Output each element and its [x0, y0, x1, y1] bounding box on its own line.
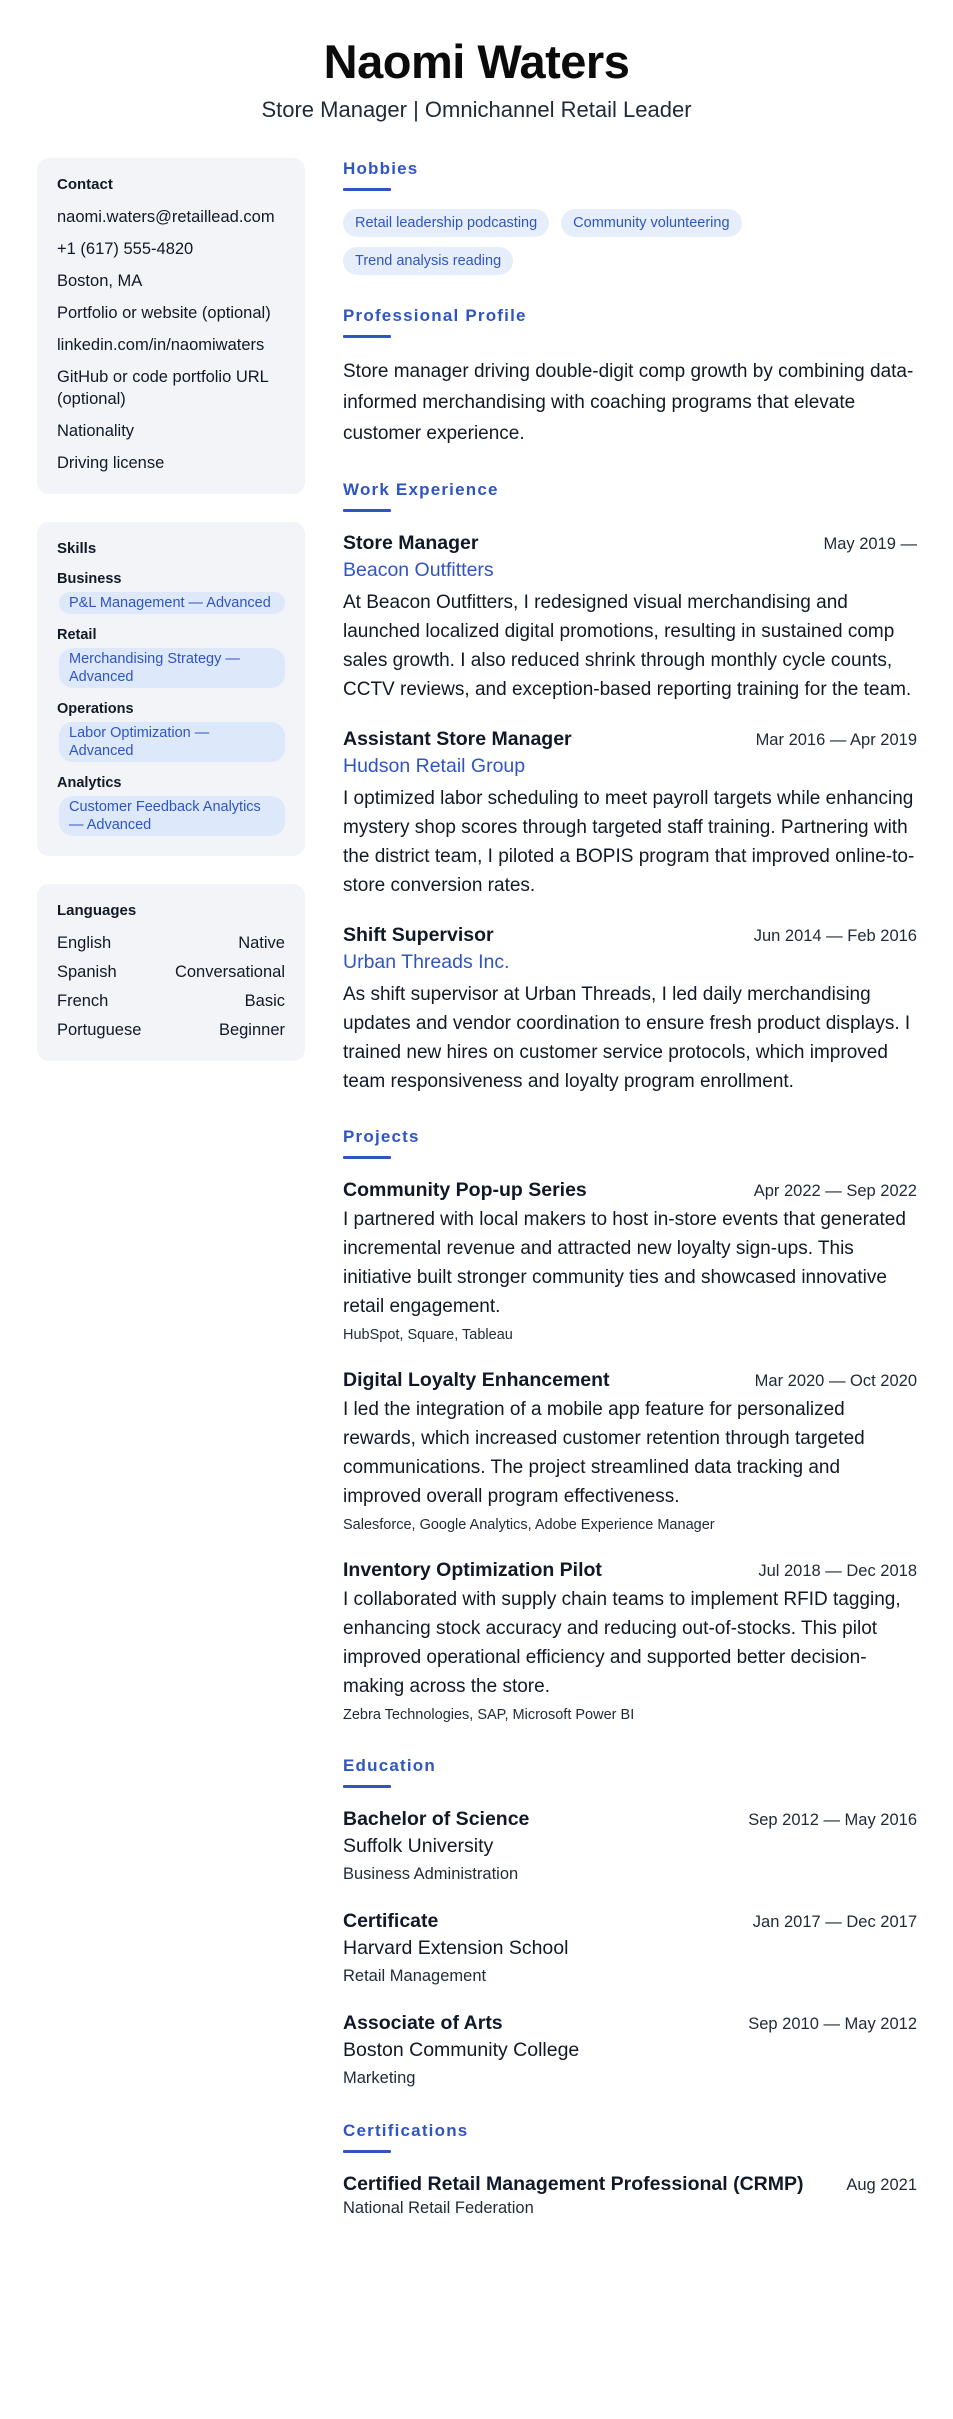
- job-company: Urban Threads Inc.: [343, 951, 510, 973]
- education-date: Jan 2017 — Dec 2017: [752, 1913, 917, 1931]
- skill-category: Analytics: [57, 775, 122, 791]
- job-description: I optimized labor scheduling to meet payroll targets while enhancing mystery shop scores through targeted staff training. Partnering with the district team, I piloted a BOPIS program that improved online-to-store conversion rates.: [343, 788, 915, 896]
- project-description: I collaborated with supply chain teams to implement RFID tagging, enhancing stock accuracy and reducing out-of-stocks. This pilot improved operational efficiency and supported better decision-making across the store.: [343, 1589, 901, 1697]
- contact-title: Contact: [57, 176, 113, 193]
- main-column: [343, 158, 917, 2249]
- experience-entry: [343, 530, 917, 704]
- section-divider: [343, 335, 391, 338]
- certifications-section: [343, 2120, 917, 2219]
- language-row: [57, 961, 285, 983]
- language-level: Basic: [244, 992, 285, 1010]
- experience-entry: [343, 922, 917, 1096]
- hobbies-list: [343, 209, 903, 275]
- language-level: Conversational: [174, 963, 285, 981]
- skills-title: Skills: [57, 540, 97, 557]
- job-role: Store Manager: [343, 532, 479, 554]
- education-date: Sep 2012 — May 2016: [748, 1811, 917, 1829]
- hobby-tag: Retail leadership podcasting: [343, 209, 549, 237]
- field-of-study: Business Administration: [343, 1865, 519, 1883]
- section-divider: [343, 509, 391, 512]
- projects-section: [343, 1126, 917, 1725]
- education-title: Education: [343, 1756, 436, 1775]
- experience-entry: [343, 726, 917, 900]
- contact-linkedin[interactable]: linkedin.com/in/naomiwaters: [57, 336, 265, 354]
- skill-pill: Customer Feedback Analytics — Advanced: [59, 796, 285, 836]
- hobby-tag: Trend analysis reading: [343, 247, 513, 275]
- contact-driving-license: Driving license: [57, 454, 165, 472]
- project-tech: HubSpot, Square, Tableau: [343, 1327, 513, 1343]
- education-entry: [343, 1806, 917, 1886]
- language-name: Spanish: [57, 963, 117, 981]
- hobbies-title: Hobbies: [343, 159, 419, 178]
- language-row: [57, 1019, 285, 1041]
- project-date: Apr 2022 — Sep 2022: [753, 1182, 917, 1200]
- certification-name: Certified Retail Management Professional (CRMP): [343, 2173, 804, 2195]
- degree: Associate of Arts: [343, 2012, 503, 2034]
- degree: Bachelor of Science: [343, 1808, 530, 1830]
- skill-pill: P&L Management — Advanced: [59, 592, 285, 614]
- project-date: Mar 2020 — Oct 2020: [754, 1372, 917, 1390]
- languages-title: Languages: [57, 902, 137, 919]
- project-tech: Salesforce, Google Analytics, Adobe Experience Manager: [343, 1517, 715, 1533]
- project-entry: [343, 1367, 917, 1535]
- project-name: Inventory Optimization Pilot: [343, 1559, 602, 1581]
- skill-category: Retail: [57, 627, 97, 643]
- section-divider: [343, 1156, 391, 1159]
- language-level: Beginner: [218, 1021, 285, 1039]
- skill-category: Operations: [57, 701, 134, 717]
- project-description: I partnered with local makers to host in-store events that generated incremental revenue and attracted new loyalty sign-ups. This initiative built stronger community ties and showcased innovative retail engagement.: [343, 1209, 906, 1317]
- profile-text: Store manager driving double-digit comp growth by combining data-informed merchandising with coaching programs that elevate customer experience.: [343, 361, 914, 444]
- field-of-study: Retail Management: [343, 1967, 487, 1985]
- job-role: Shift Supervisor: [343, 924, 494, 946]
- project-name: Digital Loyalty Enhancement: [343, 1369, 610, 1391]
- job-role: Assistant Store Manager: [343, 728, 572, 750]
- skill-group: [57, 570, 285, 614]
- language-row: [57, 932, 285, 954]
- hobby-tag: Community volunteering: [561, 209, 741, 237]
- job-company: Beacon Outfitters: [343, 559, 494, 581]
- job-description: At Beacon Outfitters, I redesigned visual merchandising and launched localized digital promotions, resulting in sustained comp sales growth. I also reduced shrink through monthly cycle counts, CCTV reviews, and exception-based reporting training for the team.: [343, 592, 912, 700]
- experience-title: Work Experience: [343, 480, 499, 499]
- job-date: Jun 2014 — Feb 2016: [753, 927, 917, 945]
- skill-pill: Labor Optimization — Advanced: [59, 722, 285, 762]
- project-tech: Zebra Technologies, SAP, Microsoft Power BI: [343, 1707, 635, 1723]
- contact-nationality: Nationality: [57, 422, 135, 440]
- candidate-headline: Store Manager | Omnichannel Retail Leader: [261, 97, 692, 122]
- project-name: Community Pop-up Series: [343, 1179, 587, 1201]
- language-level: Native: [238, 934, 285, 952]
- certification-date: Aug 2021: [846, 2176, 917, 2194]
- field-of-study: Marketing: [343, 2069, 416, 2087]
- education-date: Sep 2010 — May 2012: [748, 2015, 917, 2033]
- candidate-name: Naomi Waters: [323, 35, 630, 88]
- section-divider: [343, 1785, 391, 1788]
- skill-group: [57, 700, 285, 762]
- contact-portfolio: Portfolio or website (optional): [57, 304, 271, 322]
- project-date: Jul 2018 — Dec 2018: [758, 1562, 917, 1580]
- language-name: English: [57, 934, 112, 952]
- contact-card: [37, 158, 305, 494]
- education-entry: [343, 1908, 917, 1988]
- profile-title: Professional Profile: [343, 306, 527, 325]
- resume-body: [37, 158, 917, 2249]
- skill-group: [57, 626, 285, 688]
- school: Suffolk University: [343, 1835, 494, 1857]
- sidebar: [37, 158, 305, 2249]
- hobbies-section: [343, 158, 917, 275]
- project-description: I led the integration of a mobile app feature for personalized rewards, which increased customer retention through targeted communications. The project streamlined data tracking and improved overall program effectiveness.: [343, 1399, 865, 1507]
- skills-card: [37, 522, 305, 856]
- language-row: [57, 990, 285, 1012]
- project-entry: [343, 1177, 917, 1345]
- job-date: Mar 2016 — Apr 2019: [755, 731, 917, 749]
- section-divider: [343, 188, 391, 191]
- section-divider: [343, 2150, 391, 2153]
- certifications-title: Certifications: [343, 2121, 469, 2140]
- contact-phone[interactable]: +1 (617) 555-4820: [57, 240, 194, 258]
- skill-pill: Merchandising Strategy — Advanced: [59, 648, 285, 688]
- school: Harvard Extension School: [343, 1937, 569, 1959]
- job-date: May 2019 —: [823, 535, 917, 553]
- job-company: Hudson Retail Group: [343, 755, 526, 777]
- job-description: As shift supervisor at Urban Threads, I led daily merchandising updates and vendor coordination to ensure fresh product displays. I trained new hires on customer service protocols, which improved team responsiveness and loyalty program enrollment.: [343, 984, 911, 1092]
- projects-title: Projects: [343, 1127, 420, 1146]
- contact-email[interactable]: naomi.waters@retaillead.com: [57, 208, 275, 226]
- language-name: French: [57, 992, 109, 1010]
- profile-section: [343, 305, 917, 449]
- project-entry: [343, 1557, 917, 1725]
- languages-card: [37, 884, 305, 1061]
- skill-group: [57, 774, 285, 836]
- education-entry: [343, 2010, 917, 2090]
- education-section: [343, 1755, 917, 2090]
- degree: Certificate: [343, 1910, 439, 1932]
- language-name: Portuguese: [57, 1021, 142, 1039]
- contact-location: Boston, MA: [57, 272, 143, 290]
- experience-section: [343, 479, 917, 1096]
- school: Boston Community College: [343, 2039, 580, 2061]
- certification-issuer: National Retail Federation: [343, 2199, 534, 2217]
- contact-github: GitHub or code portfolio URL (optional): [57, 368, 269, 408]
- resume-header: [0, 0, 953, 124]
- skill-category: Business: [57, 571, 122, 587]
- certification-entry: [343, 2171, 917, 2219]
